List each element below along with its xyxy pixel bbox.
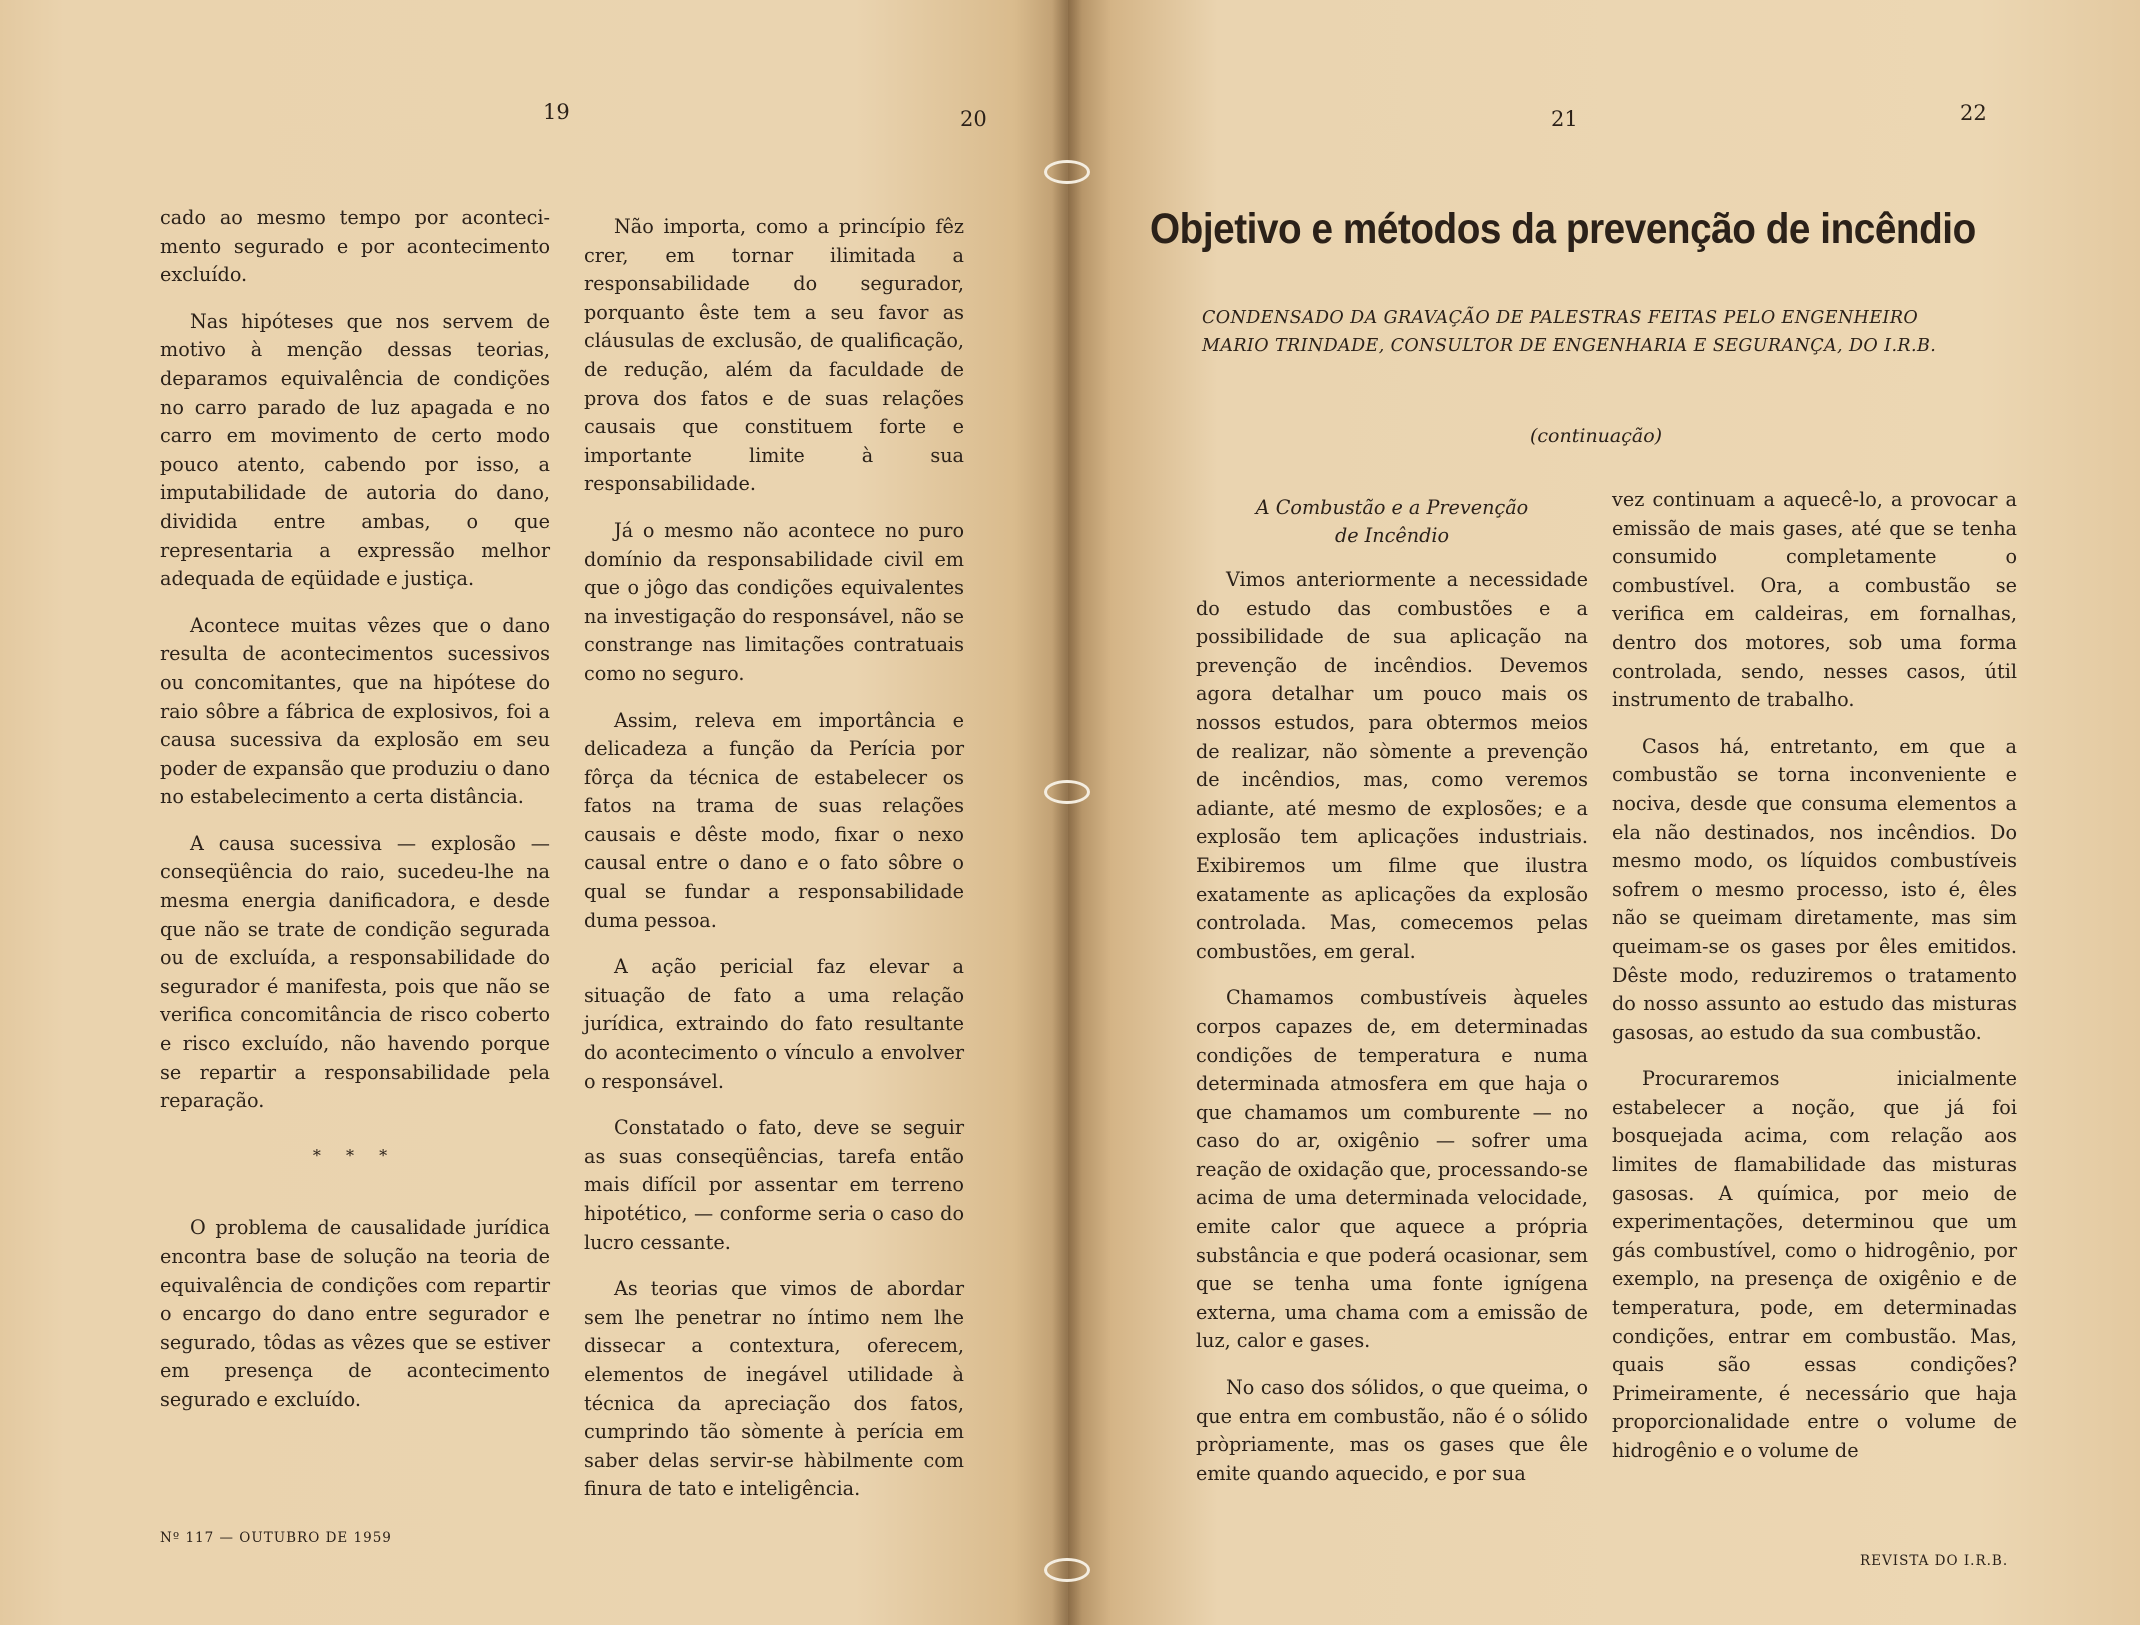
subtitle-line: MARIO TRINDADE, CONSULTOR DE ENGENHARIA E SEGURANÇA, DO I.R.B.	[1202, 336, 1937, 356]
paragraph: As teorias que vimos de abordar sem lhe penetrar no íntimo nem lhe dissecar a contextura, oferecem, elementos de inegável utilidade à técnica da apreciação dos fatos, cumprindo tão sòmente à perícia em saber delas servir-se hàbilmente com finura de tato e inteligência.	[584, 1277, 964, 1501]
page-number-19: 19	[543, 100, 570, 124]
page-number-20: 20	[960, 107, 987, 131]
paragraph: Acontece muitas vêzes que o dano resulta de acontecimentos sucessivos ou concomitantes, que na hipótese do raio sôbre a fábrica de explosivos, foi a causa sucessiva da explosão em seu poder de expansão que produziu o dano no estabelecimento a certa distância.	[160, 613, 550, 809]
paragraph: A causa sucessiva — explosão — conseqüência do raio, sucedeu-lhe na mesma energia danificadora, e desde que não se trate de condição segurada ou de excluída, a responsabilidade do segurador é manifesta, pois que não se verifica concomitância de risco coberto e risco excluído, não havendo porque se repartir a responsabilidade pela reparação.	[160, 831, 550, 1113]
subtitle-line: CONDENSADO DA GRAVAÇÃO DE PALESTRAS FEITAS PELO ENGENHEIRO	[1202, 308, 1919, 328]
article-title: Objetivo e métodos da prevenção de incêndio	[1150, 205, 1976, 253]
paragraph: Nas hipóteses que nos servem de motivo à menção dessas teorias, deparamos equivalência de condições no carro parado de luz apagada e no carro em movimento de certo modo pouco atento, cabendo por isso, a imputabilidade de autoria do dano, dividida entre ambas, o que representaria a expressão melhor adequada de eqüidade e justiça.	[160, 309, 550, 591]
paragraph: Já o mesmo não acontece no puro domínio da responsabilidade civil em que o jôgo das condições equivalentes na investigação do responsável, não se constrange nas limitações contratuais como no seguro.	[584, 518, 964, 685]
section-separator: * * *	[312, 1145, 398, 1165]
paragraph: Casos há, entretanto, em que a combustão se torna inconveniente e nociva, desde que consuma elementos a ela não destinados, nos incêndios. Do mesmo modo, os líquidos combustíveis sofrem o mesmo processo, isto é, êles não se queimam diretamente, mas sim queimam-se os gases por êles emitidos. Dêste modo, reduziremos o tratamento do nosso assunto ao estudo das misturas gasosas, ao estudo da sua combustão.	[1612, 734, 2017, 1044]
paragraph: vez continuam a aquecê-lo, a provocar a emissão de mais gases, até que se tenha consumido completamente o combustível. Ora, a combustão se verifica em caldeiras, em fornalhas, dentro dos motores, sob uma forma controlada, sendo, nesses casos, útil instrumento de trabalho.	[1612, 488, 2017, 712]
article-subtitle	[1202, 304, 2002, 360]
paragraph: A ação pericial faz elevar a situação de fato a uma relação jurídica, extraindo do fato resultante do acontecimento o vínculo a envolver o responsável.	[584, 955, 964, 1093]
page-21-column	[1196, 494, 1588, 1506]
binding-stitch	[1044, 780, 1090, 804]
paragraph: Chamamos combustíveis àqueles corpos capazes de, em determinadas condições de temperatura e numa determinada atmosfera em que haja o que chamamos um comburente — no caso do ar, oxigênio — sofrer uma reação de oxidação que, processando-se acima de uma determinada velocidade, emite calor que aquece a própria substância e que poderá ocasionar, sem que se tenha uma fonte ignígena externa, uma chama com a emissão de luz, calor e gases.	[1196, 986, 1588, 1353]
paragraph: Procuraremos inicialmente estabelecer a noção, que já foi bosquejada acima, com relação aos limites de flamabilidade das misturas gasosas. A química, por meio de experimentações, determinou que um gás combustível, como o hidrogênio, por exemplo, na presença de oxigênio e de temperatura, pode, em determinadas condições, entrar em combustão. Mas, quais são essas condições? Primeiramente, é necessário que haja proporcionalidade entre o volume de hidrogênio e o volume de	[1612, 1067, 2017, 1462]
binding-stitch	[1044, 1558, 1090, 1582]
binding-gutter	[1052, 0, 1082, 1625]
page-19-column	[160, 204, 550, 1433]
page-number-22: 22	[1960, 101, 1987, 125]
paragraph: Constatado o fato, deve se seguir as suas conseqüências, tarefa então mais difícil por assentar em terreno hipotético, — conforme seria o caso do lucro cessante.	[584, 1116, 964, 1254]
paragraph: Não importa, como a princípio fêz crer, em tornar ilimitada a responsabilidade do segurador, porquanto êste tem a seu favor as cláusulas de exclusão, de qualificação, de redução, além da faculdade de prova dos fatos e de suas relações causais que constituem forte e importante limite à sua responsabilidade.	[584, 215, 964, 496]
page-22-column	[1612, 486, 2017, 1484]
page-number-21: 21	[1551, 107, 1578, 131]
section-title	[1196, 494, 1588, 550]
paragraph: cado ao mesmo tempo por aconteci-mento segurado e por acontecimento excluído.	[160, 206, 550, 287]
paragraph: Vimos anteriormente a necessidade do estudo das combustões e a possibilidade de sua aplicação na prevenção de incêndios. Devemos agora detalhar um pouco mais os nossos estudos, para obtermos meios de realizar, não sòmente a prevenção de incêndios, mas, como veremos adiante, até mesmo de explosões; e a explosão tem aplicações industriais. Exibiremos um filme que ilustra exatamente as aplicações da explosão controlada. Mas, comecemos pelas combustões, em geral.	[1196, 568, 1588, 963]
binding-stitch	[1044, 160, 1090, 184]
journal-footer: REVISTA DO I.R.B.	[1860, 1553, 2009, 1569]
continuation-label: (continuação)	[1530, 425, 1663, 447]
page-20-column	[584, 213, 964, 1522]
paragraph: Assim, releva em importância e delicadeza a função da Perícia por fôrça da técnica de estabelecer os fatos na trama de suas relações causais e dêste modo, fixar o nexo causal entre o dano e o fato sôbre o qual se fundar a responsabilidade duma pessoa.	[584, 708, 964, 932]
section-title-line: A Combustão e a Prevenção	[1255, 496, 1529, 519]
issue-footer: Nº 117 — OUTUBRO DE 1959	[160, 1530, 392, 1546]
paragraph: O problema de causalidade jurídica encontra base de solução na teoria de equivalência de condições com repartir o encargo do dano entre segurador e segurado, tôdas as vêzes que se estiver em presença de acontecimento segurado e excluído.	[160, 1216, 550, 1411]
paragraph: No caso dos sólidos, o que queima, o que entra em combustão, não é o sólido pròpriamente, mas os gases que êle emite quando aquecido, e por sua	[1196, 1376, 1588, 1485]
section-title-line: de Incêndio	[1334, 524, 1450, 547]
